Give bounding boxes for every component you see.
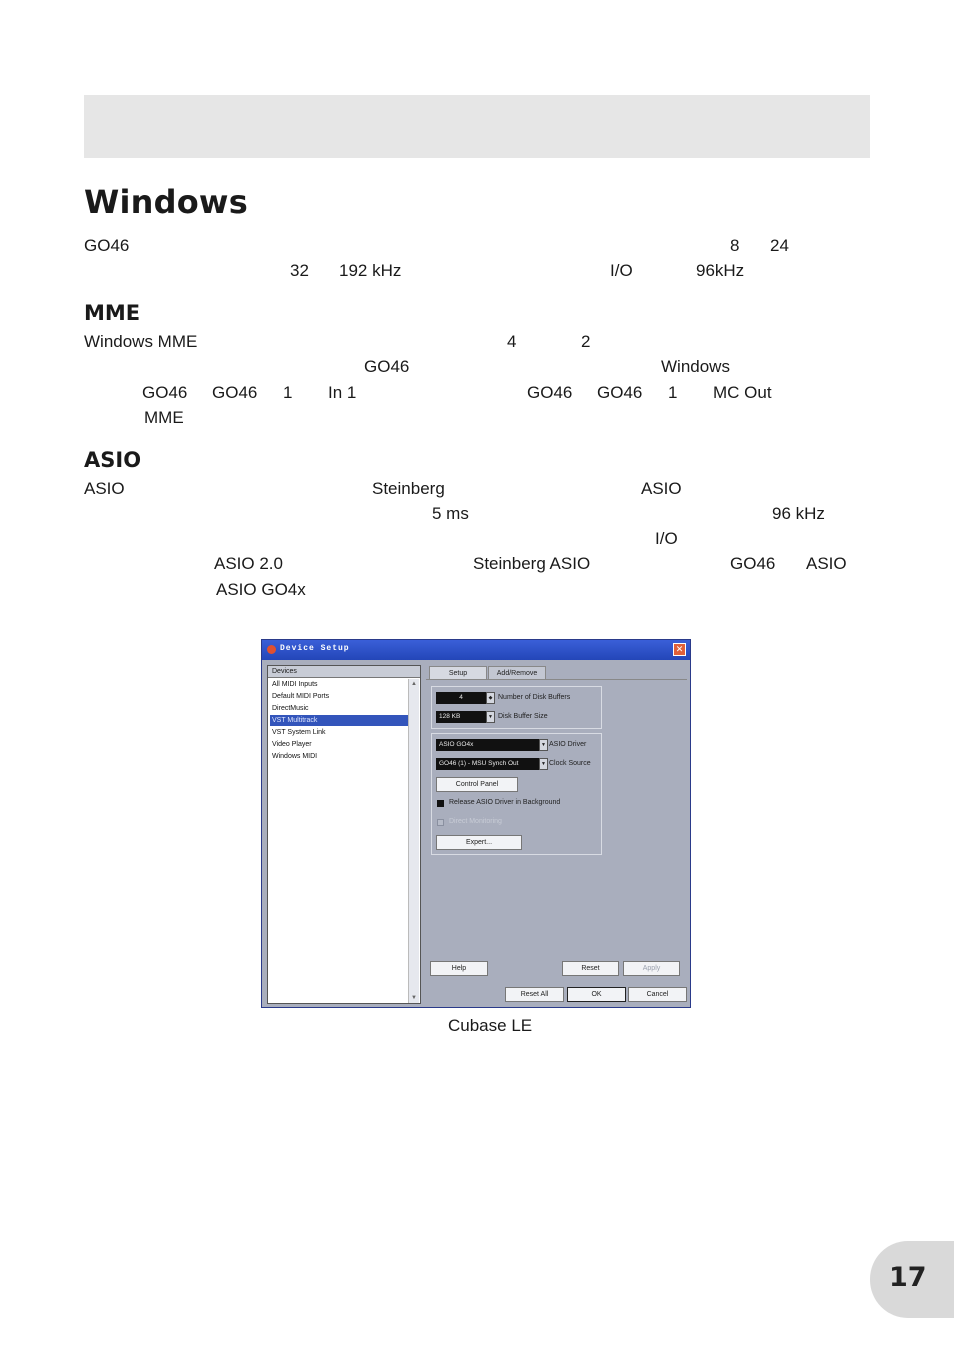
page-number: 17 <box>889 1262 927 1293</box>
asio-text: 5 ms <box>432 504 469 523</box>
mme-text: In 1 <box>328 383 357 402</box>
disk-buffer-group <box>431 686 602 729</box>
asio-text: ASIO <box>806 554 847 573</box>
scroll-up-icon[interactable]: ▲ <box>411 681 417 687</box>
asio-group <box>431 733 602 855</box>
asio-text: Steinberg ASIO <box>473 554 591 573</box>
intro-text: 32 <box>290 261 309 280</box>
mme-text: MME <box>144 408 184 427</box>
dialog-titlebar <box>262 640 690 660</box>
asio-text: ASIO <box>641 479 682 498</box>
mme-text: 2 <box>581 332 591 351</box>
asio-text: I/O <box>655 529 678 548</box>
mme-text: Windows MME <box>84 332 198 351</box>
intro-text: 192 kHz <box>339 261 402 280</box>
header-banner <box>84 95 870 158</box>
intro-text: I/O <box>610 261 633 280</box>
clock-source-select[interactable]: GO46 (1) - MSU Synch Out <box>436 758 539 770</box>
devices-header: Devices <box>268 666 420 678</box>
mme-text: GO46 <box>364 357 410 376</box>
device-item-all-midi-inputs[interactable]: All MIDI Inputs <box>272 681 318 688</box>
mme-text: GO46 <box>597 383 643 402</box>
tab-setup[interactable]: Setup <box>429 666 487 679</box>
device-item-directmusic[interactable]: DirectMusic <box>272 705 309 712</box>
asio-text: GO46 <box>730 554 776 573</box>
mme-text: 4 <box>507 332 517 351</box>
mme-text: 1 <box>668 383 678 402</box>
asio-driver-select[interactable]: ASIO GO4x <box>436 739 539 751</box>
asio-text: ASIO <box>84 479 125 498</box>
intro-text: 24 <box>770 236 789 255</box>
intro-text: GO46 <box>84 236 130 255</box>
setup-panel <box>426 679 687 965</box>
dialog-title: Device Setup <box>280 644 350 653</box>
release-asio-checkbox[interactable] <box>437 800 444 807</box>
device-item-default-midi-ports[interactable]: Default MIDI Ports <box>272 693 330 700</box>
tab-add-remove[interactable]: Add/Remove <box>488 666 546 679</box>
mme-text: GO46 <box>527 383 573 402</box>
devices-scrollbar[interactable] <box>408 679 419 1003</box>
cancel-button[interactable]: Cancel <box>628 987 687 1002</box>
mme-text: GO46 <box>212 383 258 402</box>
clock-source-label: Clock Source <box>549 760 591 767</box>
expert-button[interactable]: Expert... <box>436 835 522 850</box>
app-icon <box>267 645 276 654</box>
release-asio-label: Release ASIO Driver in Background <box>449 799 561 806</box>
direct-monitoring-checkbox[interactable] <box>437 819 444 826</box>
help-button[interactable]: Help <box>430 961 488 976</box>
chevron-down-icon[interactable]: ▼ <box>486 711 495 723</box>
asio-driver-label: ASIO Driver <box>549 741 587 748</box>
asio-text: Steinberg <box>372 479 445 498</box>
asio-text: 96 kHz <box>772 504 825 523</box>
disk-buffer-size-label: Disk Buffer Size <box>498 713 548 720</box>
intro-text: 8 <box>730 236 740 255</box>
device-item-vst-system-link[interactable]: VST System Link <box>272 729 326 736</box>
disk-buffers-label: Number of Disk Buffers <box>498 694 571 701</box>
device-item-video-player[interactable]: Video Player <box>272 741 312 748</box>
devices-list <box>267 665 421 1004</box>
spinner-icon[interactable]: ◆ <box>486 692 495 704</box>
disk-buffer-size-select[interactable]: 128 KB <box>436 711 486 723</box>
disk-buffers-field[interactable]: 4 <box>436 692 486 704</box>
close-icon[interactable]: ✕ <box>673 643 686 656</box>
control-panel-button[interactable]: Control Panel <box>436 777 518 792</box>
section-heading-asio: ASIO <box>84 448 142 472</box>
reset-button[interactable]: Reset <box>562 961 619 976</box>
reset-all-button[interactable]: Reset All <box>505 987 564 1002</box>
figure-caption: Cubase LE <box>448 1016 533 1035</box>
device-item-vst-multitrack[interactable]: VST Multitrack <box>270 715 408 726</box>
direct-monitoring-label: Direct Monitoring <box>449 818 502 825</box>
device-setup-dialog <box>261 639 691 1008</box>
device-item-windows-midi[interactable]: Windows MIDI <box>272 753 318 760</box>
mme-text: GO46 <box>142 383 188 402</box>
scroll-down-icon[interactable]: ▼ <box>411 995 417 1001</box>
apply-button[interactable]: Apply <box>623 961 680 976</box>
chevron-down-icon[interactable]: ▼ <box>539 758 548 770</box>
asio-text: ASIO 2.0 <box>214 554 283 573</box>
mme-text: Windows <box>661 357 730 376</box>
ok-button[interactable]: OK <box>567 987 626 1002</box>
mme-text: MC Out <box>713 383 772 402</box>
intro-text: 96kHz <box>696 261 745 280</box>
asio-text: ASIO GO4x <box>216 580 306 599</box>
chevron-down-icon[interactable]: ▼ <box>539 739 548 751</box>
section-heading-mme: MME <box>84 301 141 325</box>
mme-text: 1 <box>283 383 293 402</box>
page-title: Windows <box>84 183 248 221</box>
